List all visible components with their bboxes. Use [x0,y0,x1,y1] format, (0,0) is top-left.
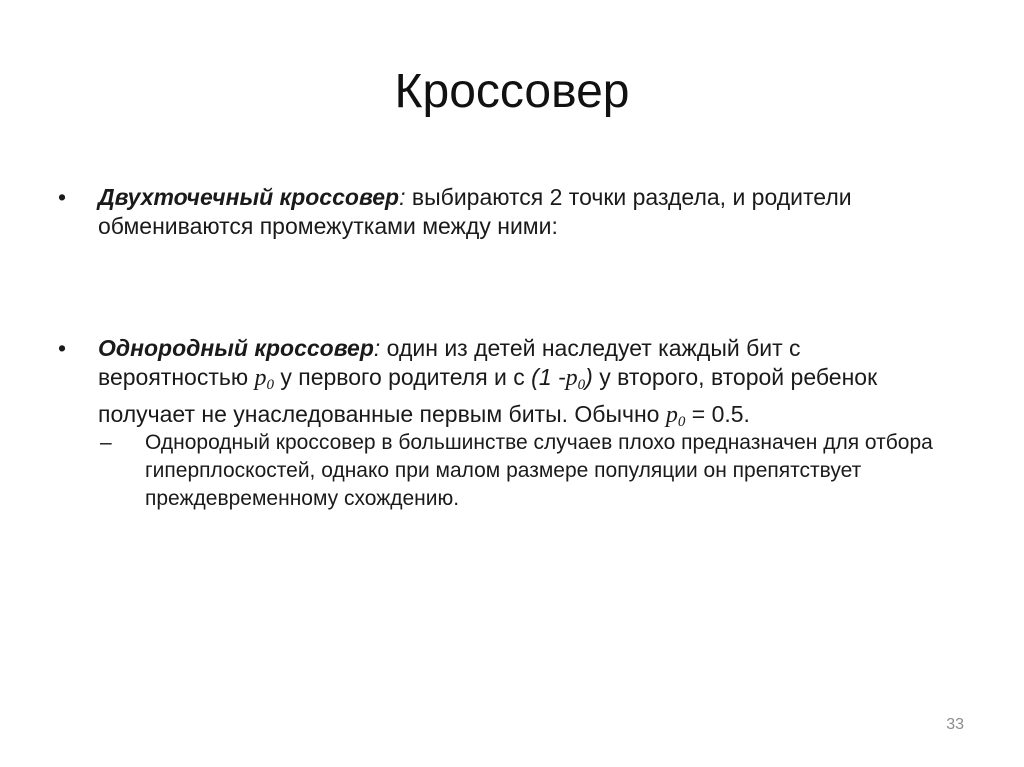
sub-bullet-uniform-note [100,429,965,513]
math-p-symbol: p [665,402,678,428]
bullet-text-b: у первого родителя и с [273,364,532,390]
math-p-symbol: p [254,365,267,391]
bullet-text-a: один из детей наследует каждый бит с вероятностью [98,335,801,390]
math-p-subscript: 0 [577,377,586,393]
math-paren-close: ) [585,364,593,390]
term-colon: : [399,184,406,210]
slide-title: Кроссовер [394,65,630,118]
bullet-text: выбираются 2 точки раздела, и родители обмениваются промежутками между ними: [98,184,852,239]
sub-bullet-marker: – [100,431,112,454]
math-p-subscript: 0 [677,414,686,430]
term-two-point-crossover: Двухточечный кроссовер [98,184,400,210]
term-uniform-crossover: Однородный кроссовер [98,335,374,361]
bullet-text-d: = 0.5. [685,401,750,427]
math-p-subscript: 0 [266,377,274,393]
bullet-marker: • [58,335,67,361]
bullet-marker: • [58,184,67,210]
page-number: 33 [946,716,964,733]
bullet-text-c: у второго, второй ребенок получает не унаследованные первым биты. Обычно [98,364,878,427]
math-paren-open: (1 - [531,364,566,390]
sub-bullet-text: Однородный кроссовер в большинстве случаев плохо предназначен для отбора гиперплоскостей, однако при малом размере популяции он препятствует преждевременному схождению. [145,431,933,510]
bullet-two-point-crossover [58,183,948,241]
bullet-uniform-crossover [58,334,948,437]
math-p-symbol: p [565,365,578,391]
term-colon: : [373,335,381,361]
